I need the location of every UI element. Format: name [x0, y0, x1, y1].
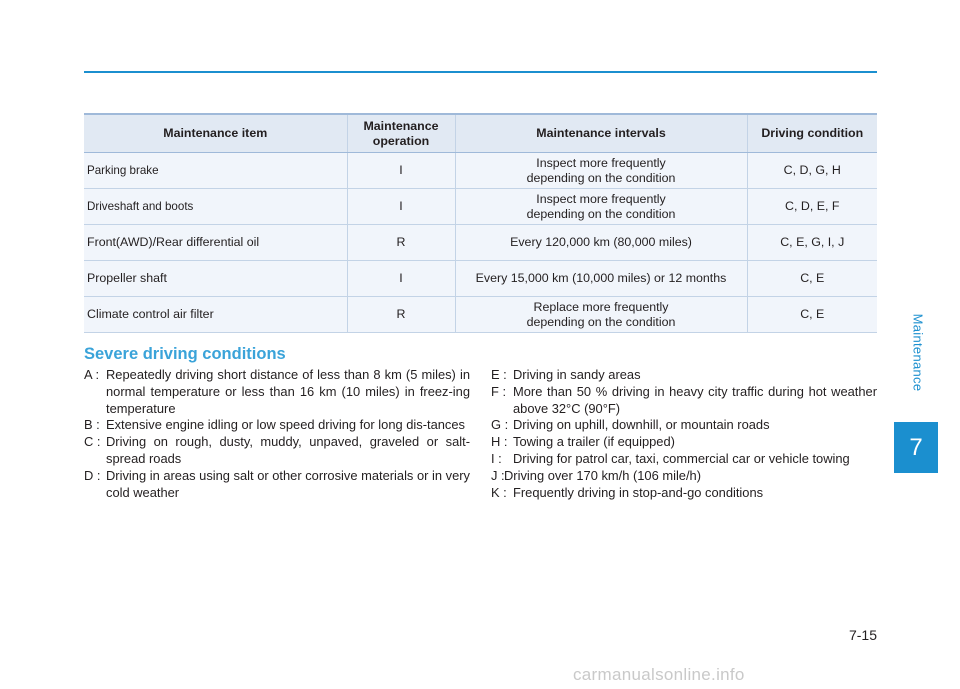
condition-letter: H : — [491, 434, 508, 450]
condition-text: Frequently driving in stop-and-go conditions — [513, 484, 764, 500]
condition-item-d — [84, 468, 470, 502]
condition-text: Driving over 170 km/h (106 mile/h) — [504, 467, 702, 483]
watermark-text: carmanualsonline.info — [573, 665, 745, 684]
row-operation: R — [347, 297, 455, 333]
row-item: Driveshaft and boots — [84, 189, 347, 225]
row-interval: Every 120,000 km (80,000 miles) — [455, 225, 747, 261]
condition-text: Towing a trailer (if equipped) — [513, 434, 675, 450]
condition-item-e — [491, 367, 877, 384]
table-row — [84, 261, 877, 297]
condition-item-h — [491, 434, 877, 451]
condition-letter: K : — [491, 484, 507, 500]
row-interval: Replace more frequently depending on the condition — [455, 297, 747, 333]
condition-letter: F : — [491, 383, 507, 399]
row-item: Propeller shaft — [84, 261, 347, 297]
table-row — [84, 297, 877, 333]
chapter-label-text: Maintenance — [910, 313, 926, 391]
condition-text: Driving for patrol car, taxi, commercial car or vehicle towing — [513, 450, 850, 466]
condition-text: Driving in sandy areas — [513, 367, 641, 382]
condition-text: Repeatedly driving short distance of less than 8 km (5 miles) in normal temperature or less than 16 km (10 miles) in freez-ing temperature — [106, 367, 470, 416]
chapter-number-tab: 7 — [894, 422, 938, 473]
header-maintenance-intervals: Maintenance intervals — [455, 114, 747, 153]
condition-letter: E : — [491, 367, 507, 382]
condition-item-b — [84, 417, 470, 434]
row-condition: C, D, G, H — [747, 153, 877, 189]
header-maintenance-item: Maintenance item — [84, 114, 347, 153]
condition-item-i — [491, 451, 877, 468]
severe-conditions-right-column — [491, 367, 877, 501]
page-number: 7-15 — [848, 627, 877, 643]
row-condition: C, E — [747, 261, 877, 297]
row-operation: I — [347, 153, 455, 189]
condition-text: Extensive engine idling or low speed driving for long dis-tances — [106, 417, 465, 433]
row-condition: C, D, E, F — [747, 189, 877, 225]
condition-item-g — [491, 417, 877, 434]
condition-item-k — [491, 485, 877, 502]
condition-item-c — [84, 434, 470, 468]
header-maintenance-operation: Maintenance operation — [347, 114, 455, 153]
severe-conditions-left-column — [84, 367, 470, 501]
condition-item-f — [491, 384, 877, 418]
top-rule — [84, 71, 877, 73]
condition-letter: G : — [491, 417, 509, 433]
condition-letter: D : — [84, 467, 101, 483]
condition-letter: B : — [84, 417, 100, 433]
table-row — [84, 189, 877, 225]
severe-conditions-title: Severe driving conditions — [84, 345, 286, 363]
row-interval: Every 15,000 km (10,000 miles) or 12 months — [455, 261, 747, 297]
condition-item-a — [84, 367, 470, 417]
chapter-side-label — [903, 282, 933, 422]
table-row — [84, 225, 877, 261]
table-header-row — [84, 114, 877, 153]
row-condition: C, E — [747, 297, 877, 333]
condition-text: Driving in areas using salt or other corrosive materials or in very cold weather — [106, 467, 470, 500]
maintenance-table — [84, 113, 877, 333]
condition-letter: C : — [84, 434, 101, 450]
condition-text: Driving on rough, dusty, muddy, unpaved, graveled or salt-spread roads — [106, 434, 470, 466]
row-operation: I — [347, 189, 455, 225]
header-driving-condition: Driving condition — [747, 114, 877, 153]
row-item: Parking brake — [84, 153, 347, 189]
condition-letter: A : — [84, 367, 100, 382]
row-interval: Inspect more frequently depending on the condition — [455, 153, 747, 189]
condition-letter: I : — [491, 450, 502, 466]
condition-letter: J : — [491, 467, 505, 483]
condition-text: Driving on uphill, downhill, or mountain roads — [513, 417, 770, 433]
row-condition: C, E, G, I, J — [747, 225, 877, 261]
row-item: Climate control air filter — [84, 297, 347, 333]
table-row — [84, 153, 877, 189]
row-item: Front(AWD)/Rear differential oil — [84, 225, 347, 261]
row-operation: I — [347, 261, 455, 297]
condition-item-j — [491, 468, 877, 485]
row-interval: Inspect more frequently depending on the condition — [455, 189, 747, 225]
condition-text: More than 50 % driving in heavy city traffic during hot weather above 32°C (90°F) — [513, 383, 877, 416]
row-operation: R — [347, 225, 455, 261]
